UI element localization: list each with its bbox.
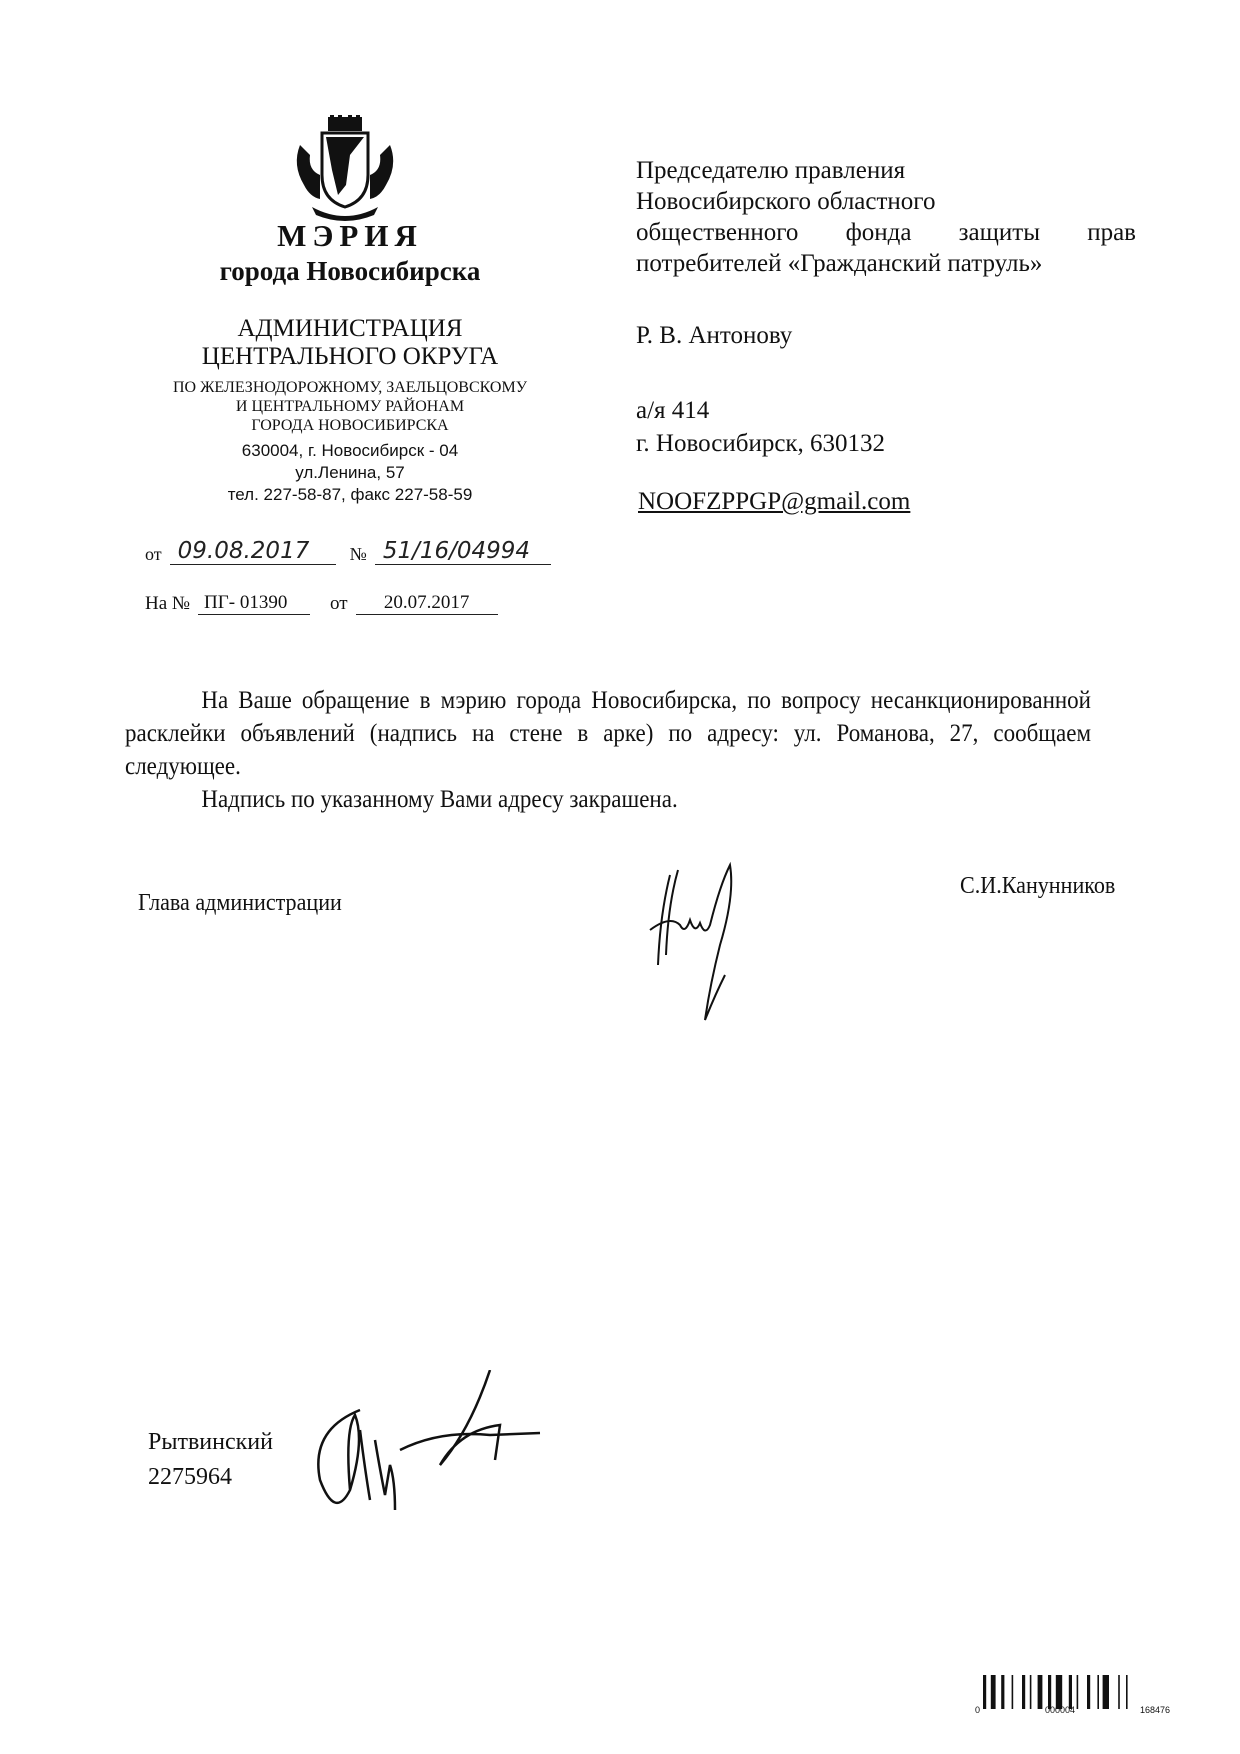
ref-from-label: от	[330, 593, 348, 614]
barcode-bar	[1056, 1675, 1062, 1709]
registration-line	[145, 538, 551, 565]
barcode-bar	[991, 1675, 996, 1709]
admin-title	[130, 315, 570, 371]
number-label: №	[349, 544, 367, 564]
barcode-bar	[1118, 1675, 1120, 1709]
barcode-bar	[983, 1675, 986, 1709]
barcode-bar	[1077, 1675, 1079, 1709]
barcode-bar	[1012, 1675, 1014, 1709]
districts-line1: ПО ЖЕЛЕЗНОДОРОЖНОМУ, ЗАЕЛЬЦОВСКОМУ	[172, 379, 528, 396]
barcode-bar	[1030, 1675, 1032, 1709]
districts-line3: ГОРОДА НОВОСИБИРСКА	[251, 417, 449, 434]
body-paragraph-1: На Ваше обращение в мэрию города Новосибирска, по вопросу несанкционированной расклейки объявлений (надпись на стене в арке) по адресу: ул. Романова, 27, сообщаем следующее.	[125, 687, 1092, 780]
recipient-line1: Председателю правления	[636, 157, 906, 184]
sender-address	[130, 440, 570, 506]
barcode-bar	[1048, 1675, 1051, 1709]
admin-line1: АДМИНИСТРАЦИЯ	[237, 315, 463, 342]
handwritten-signature	[640, 855, 770, 1025]
recipient-line3: общественного фонда защиты прав	[636, 219, 1136, 246]
recipient-line2: Новосибирского областного	[636, 188, 936, 215]
barcode-digits	[975, 1705, 1170, 1715]
barcode-bar	[1097, 1675, 1099, 1709]
barcode-bar	[1069, 1675, 1072, 1709]
signatory-title: Глава администрации	[138, 890, 342, 916]
executor-name: Рытвинский	[148, 1429, 273, 1455]
org-city: города Новосибирска	[219, 256, 481, 286]
barcode-bar	[1022, 1675, 1025, 1709]
barcode-bar	[1087, 1675, 1090, 1709]
barcode-bar	[1001, 1675, 1004, 1709]
recipient-email: NOOFZPPGP@gmail.com	[638, 488, 911, 515]
districts-line2: И ЦЕНТРАЛЬНОМУ РАЙОНАМ	[235, 398, 465, 415]
recipient-line4: потребителей «Гражданский патруль»	[636, 250, 1043, 277]
from-label: от	[145, 544, 162, 564]
executor-initials	[290, 1370, 570, 1520]
barcode-bar	[1126, 1675, 1128, 1709]
barcode-digits-left: 0	[975, 1705, 981, 1715]
recipient-address	[636, 394, 885, 460]
registration-date: 09.08.2017	[170, 538, 336, 565]
recipient-city: г. Новосибирск, 630132	[636, 430, 886, 457]
signatory-name: С.И.Канунников	[960, 873, 1116, 899]
address-line2: ул.Ленина, 57	[295, 463, 405, 482]
executor-phone: 2275964	[148, 1464, 232, 1490]
recipient-block	[636, 155, 1136, 279]
executor-block	[148, 1425, 273, 1495]
recipient-name: Р. В. Антонову	[636, 322, 793, 349]
ref-number: ПГ- 01390	[198, 592, 310, 615]
districts	[130, 378, 570, 435]
barcode-bar	[1038, 1675, 1043, 1709]
body-paragraph-2: Надпись по указанному Вами адресу закрашена.	[201, 786, 678, 813]
org-name: МЭРИЯ	[277, 218, 423, 253]
phone-line: тел. 227-58-87, факс 227-58-59	[227, 485, 473, 504]
barcode-digits-right: 168476	[1139, 1705, 1170, 1715]
barcode-digits-mid: 000004	[1044, 1705, 1075, 1715]
ref-date: 20.07.2017	[356, 592, 498, 615]
ref-label: На №	[145, 593, 191, 614]
coat-of-arms-emblem	[290, 115, 400, 225]
letter-body	[125, 684, 1091, 816]
recipient-po-box: а/я 414	[636, 397, 710, 424]
admin-line2: ЦЕНТРАЛЬНОГО ОКРУГА	[201, 343, 499, 370]
registration-number: 51/16/04994	[375, 538, 551, 565]
address-line1: 630004, г. Новосибирск - 04	[241, 441, 459, 460]
barcode-bar	[1103, 1675, 1109, 1709]
reference-line	[145, 592, 498, 615]
